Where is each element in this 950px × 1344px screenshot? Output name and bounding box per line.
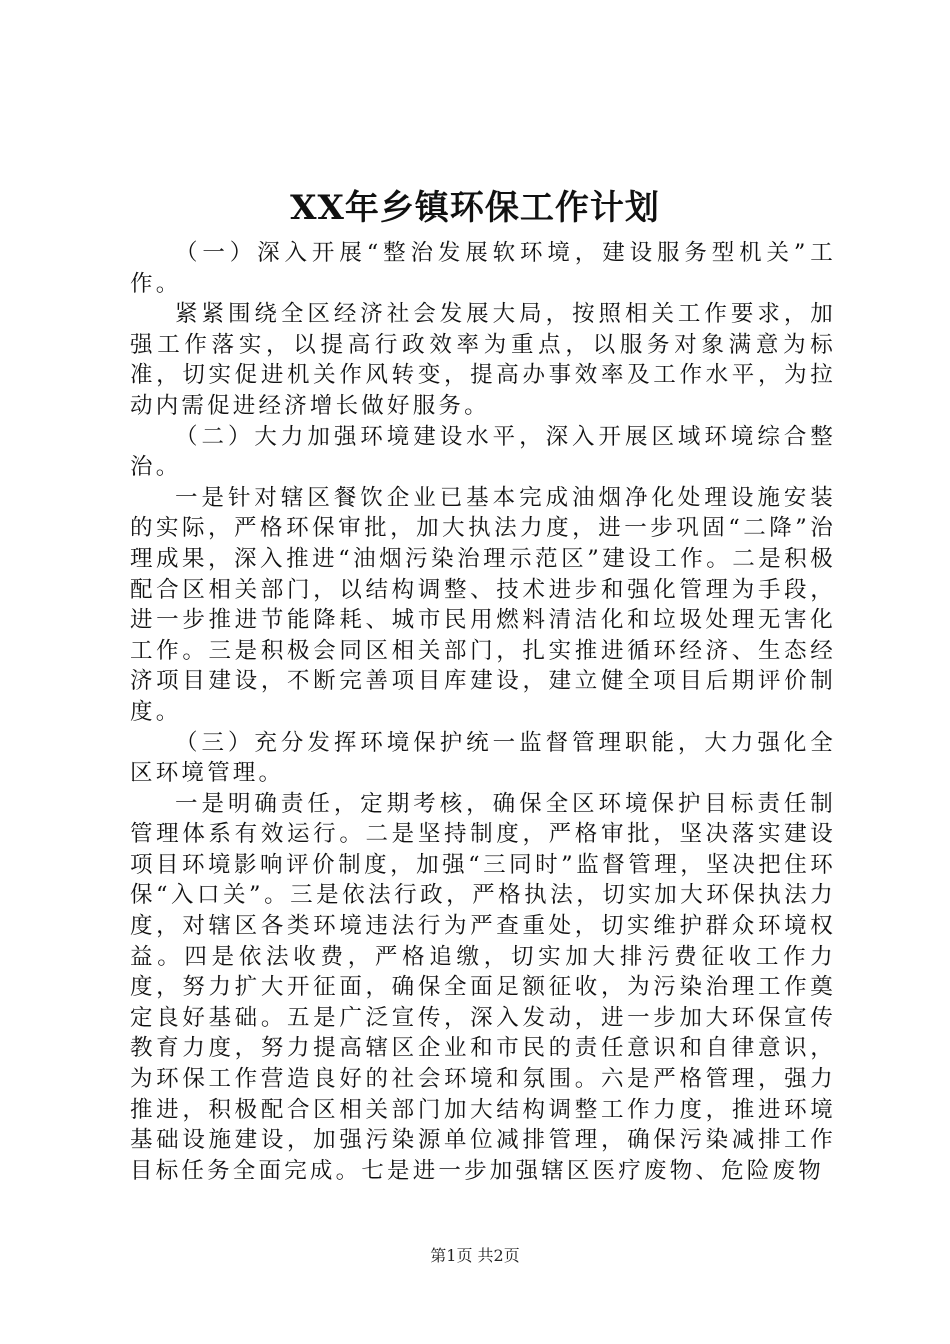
paragraph-3: 一是明确责任，定期考核，确保全区环境保护目标责任制管理体系有效运行。二是坚持制度，严格审批，坚决落实建设项目环境影响评价制度，加强“三同时”监督管理，坚决把住环保“入口关”。三是依法行政，严格执法，切实加大环保执法力度，对辖区各类环境违法行为严查重处，切实维护群众环境权益。四是依法收费，严格追缴，切实加大排污费征收工作力度，努力扩大开征面，确保全面足额征收，为污染治理工作奠定良好基础。五是广泛宣传，深入发动，进一步加大环保宣传教育力度，努力提高辖区企业和市民的责任意识和自律意识，为环保工作营造良好的社会环境和氛围。六是严格管理，强力推进，积极配合区相关部门加大结构调整工作力度，推进环境基础设施建设，加强污染源单位减排管理，确保污染减排工作目标任务全面完成。七是进一步加强辖区医疗废物、危险废物 xyxy=(130,790,836,1184)
section-heading-3: （三）充分发挥环境保护统一监督管理职能，大力强化全区环境管理。 xyxy=(130,729,836,787)
document-title: XX年乡镇环保工作计划 xyxy=(290,188,660,228)
document-body xyxy=(130,238,836,1186)
paragraph-2: 一是针对辖区餐饮企业已基本完成油烟净化处理设施安装的实际，严格环保审批，加大执法力度，进一步巩固“二降”治理成果，深入推进“油烟污染治理示范区”建设工作。二是积极配合区相关部门，以结构调整、技术进步和强化管理为手段，进一步推进节能降耗、城市民用燃料清洁化和垃圾处理无害化工作。三是积极会同区相关部门，扎实推进循环经济、生态经济项目建设，不断完善项目库建设，建立健全项目后期评价制度。 xyxy=(130,484,836,725)
section-heading-1: （一）深入开展“整治发展软环境，建设服务型机关”工作。 xyxy=(130,240,836,297)
page-footer xyxy=(0,1244,950,1268)
section-heading-2: （二）大力加强环境建设水平，深入开展区域环境综合整治。 xyxy=(130,423,836,481)
paragraph-1: 紧紧围绕全区经济社会发展大局，按照相关工作要求，加强工作落实，以提高行政效率为重点，以服务对象满意为标准，切实促进机关作风转变，提高办事效率及工作水平，为拉动内需促进经济增长做好服务。 xyxy=(130,301,836,419)
page-number: 第1页 共2页 xyxy=(430,1246,520,1265)
